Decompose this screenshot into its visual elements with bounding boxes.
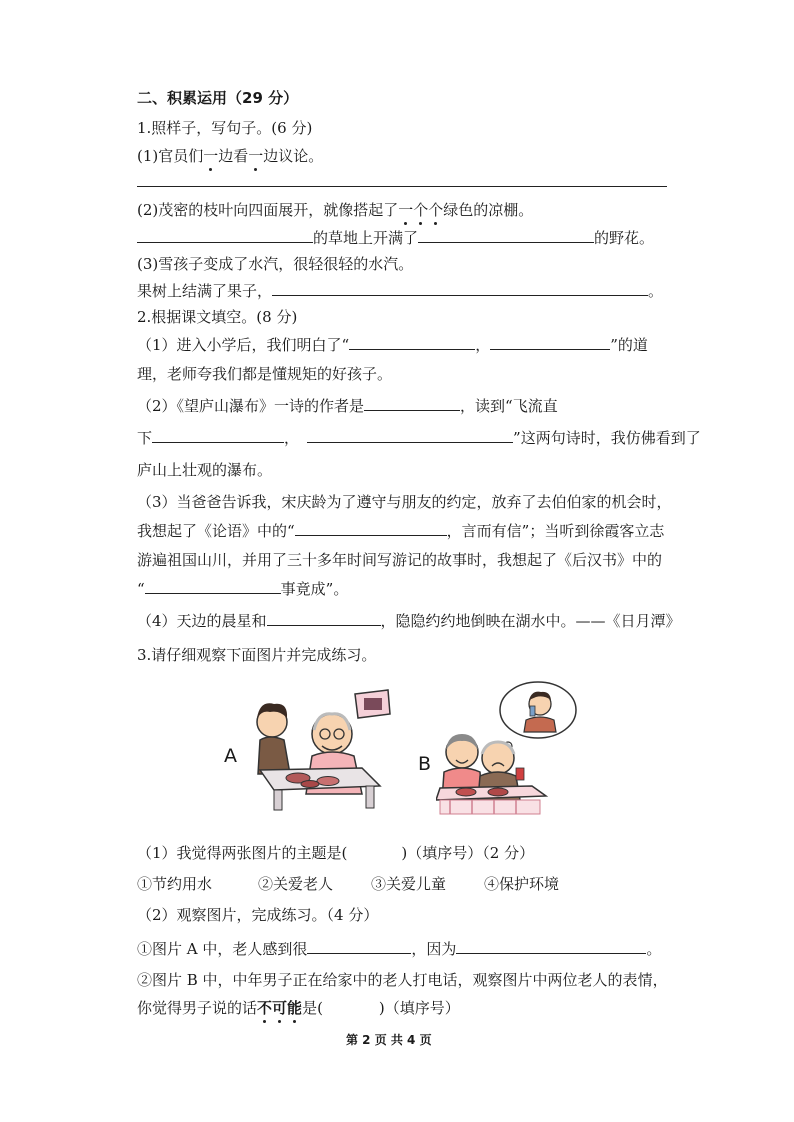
q1-s1-dotted-char: 一 — [203, 147, 219, 165]
q3-p1 — [137, 843, 534, 863]
q2-text: 事竟成”。 — [280, 580, 349, 598]
q2-title: 2.根据课文填空。(8 分) — [137, 308, 298, 326]
option-4: ④保护环境 — [484, 875, 560, 893]
fill-blank[interactable] — [349, 335, 475, 350]
q2-p3-line-1: （3）当爸爸告诉我，宋庆龄为了遵守与朋友的约定，放弃了去伯伯家的机会时， — [137, 493, 672, 511]
picture-a-label: A — [224, 745, 237, 767]
section-title: 二、积累运用（29 分） — [137, 89, 299, 107]
emphasis-char: 能 — [287, 999, 303, 1017]
q1-s1-text: 边看 — [218, 147, 249, 165]
fill-blank[interactable] — [364, 396, 460, 411]
fill-blank[interactable] — [307, 939, 411, 954]
q2-text: ”这两句诗时，我仿佛看到了 — [513, 429, 701, 447]
q2-text: ， — [475, 336, 491, 354]
q3-p2c — [137, 998, 460, 1018]
q3-text: )（填序号）（2 分） — [401, 844, 535, 862]
q2-p3-line-2 — [137, 521, 664, 541]
emphasis-char: 不 — [257, 999, 273, 1017]
q3-text: ①图片 A 中，老人感到很 — [137, 940, 308, 958]
q2-text: “ — [137, 580, 145, 598]
q3-text: 是( — [302, 999, 323, 1017]
page-footer: 第 2 页 共 4 页 — [346, 1033, 432, 1047]
q1-s1-text: 边议论。 — [263, 147, 324, 165]
q1-fill-3-text: 。 — [648, 282, 664, 300]
fill-blank[interactable] — [145, 579, 281, 594]
q3-text: （1）我觉得两张图片的主题是( — [137, 844, 348, 862]
q1-fill-2 — [137, 228, 654, 248]
emphasis-char: 可 — [272, 999, 288, 1017]
q1-fill-3-text: 果树上结满了果子， — [137, 282, 273, 300]
q2-text: 我想起了《论语》中的“ — [137, 522, 295, 540]
option-2: ②关爱老人 — [258, 875, 334, 893]
picture-b-illustration — [436, 680, 586, 816]
picture-b-label: B — [418, 753, 432, 775]
q2-text: ， — [284, 429, 300, 447]
q3-p2: （2）观察图片，完成练习。（4 分） — [137, 906, 379, 924]
q1-sentence-1 — [137, 146, 323, 166]
q1-s1-dotted-char: 一 — [248, 147, 264, 165]
fill-blank[interactable] — [152, 428, 284, 443]
fill-blank[interactable] — [267, 611, 381, 626]
q3-text: ，因为 — [411, 940, 457, 958]
q3-p2b: ②图片 B 中，中年男子正在给家中的老人打电话，观察图片中两位老人的表情， — [137, 971, 668, 989]
q3-title: 3.请仔细观察下面图片并完成练习。 — [137, 646, 377, 664]
fill-blank[interactable] — [295, 521, 447, 536]
q2-p2-line-1 — [137, 396, 558, 416]
q2-p2-line-2 — [137, 428, 701, 448]
q2-p1-line-1 — [137, 335, 648, 355]
option-1: ①节约用水 — [137, 875, 213, 893]
q1-fill-3 — [137, 281, 663, 301]
q2-text: 下 — [137, 429, 153, 447]
q3-options — [137, 874, 559, 894]
fill-blank[interactable] — [307, 428, 513, 443]
q2-p1-line-2: 理，老师夸我们都是懂规矩的好孩子。 — [137, 365, 393, 383]
q3-p2a — [137, 939, 661, 959]
q2-p3-line-3: 游遍祖国山川，并用了三十多年时间写游记的故事时，我想起了《后汉书》中的 — [137, 551, 663, 569]
q1-s2-dotted-char: 个 — [428, 201, 444, 219]
q1-title: 1.照样子，写句子。(6 分) — [137, 119, 313, 137]
q2-text: ，言而有信”；当听到徐霞客立志 — [446, 522, 665, 540]
q1-fill-2-text: 的草地上开满了 — [313, 229, 419, 247]
q3-text: )（填序号） — [378, 999, 460, 1017]
q1-s1-text: (1)官员们 — [137, 147, 204, 165]
q2-text: （4）天边的晨星和 — [137, 612, 267, 630]
q2-p3-line-4 — [137, 579, 348, 599]
q2-p2-line-3: 庐山上壮观的瀑布。 — [137, 461, 273, 479]
fill-blank[interactable] — [490, 335, 610, 350]
q1-answer-line-1[interactable] — [137, 186, 667, 187]
fill-blank[interactable] — [272, 281, 648, 296]
q1-s2-text: 绿色的凉棚。 — [443, 201, 534, 219]
q1-s2-text: (2)茂密的枝叶向四面展开，就像搭起了 — [137, 201, 399, 219]
q2-text: ，隐隐约约地倒映在湖水中。——《日月潭》 — [380, 612, 681, 630]
q1-s2-dotted-char: 一 — [398, 201, 414, 219]
fill-blank[interactable] — [418, 228, 594, 243]
q2-text: （1）进入小学后，我们明白了“ — [137, 336, 350, 354]
q2-text: （2）《望庐山瀑布》一诗的作者是 — [137, 397, 365, 415]
q1-sentence-2 — [137, 200, 533, 220]
q2-text: ，读到“飞流直 — [460, 397, 558, 415]
fill-blank[interactable] — [137, 228, 313, 243]
q3-text: 你觉得男子说的话 — [137, 999, 258, 1017]
q2-p4 — [137, 611, 681, 631]
q3-text: 。 — [646, 940, 662, 958]
q1-sentence-3: (3)雪孩子变成了水汽，很轻很轻的水汽。 — [137, 255, 414, 273]
picture-a-illustration — [240, 682, 400, 814]
fill-blank[interactable] — [456, 939, 646, 954]
option-3: ③关爱儿童 — [371, 875, 447, 893]
q1-s2-dotted-char: 个 — [413, 201, 429, 219]
q2-text: ”的道 — [610, 336, 648, 354]
q1-fill-2-text: 的野花。 — [594, 229, 655, 247]
